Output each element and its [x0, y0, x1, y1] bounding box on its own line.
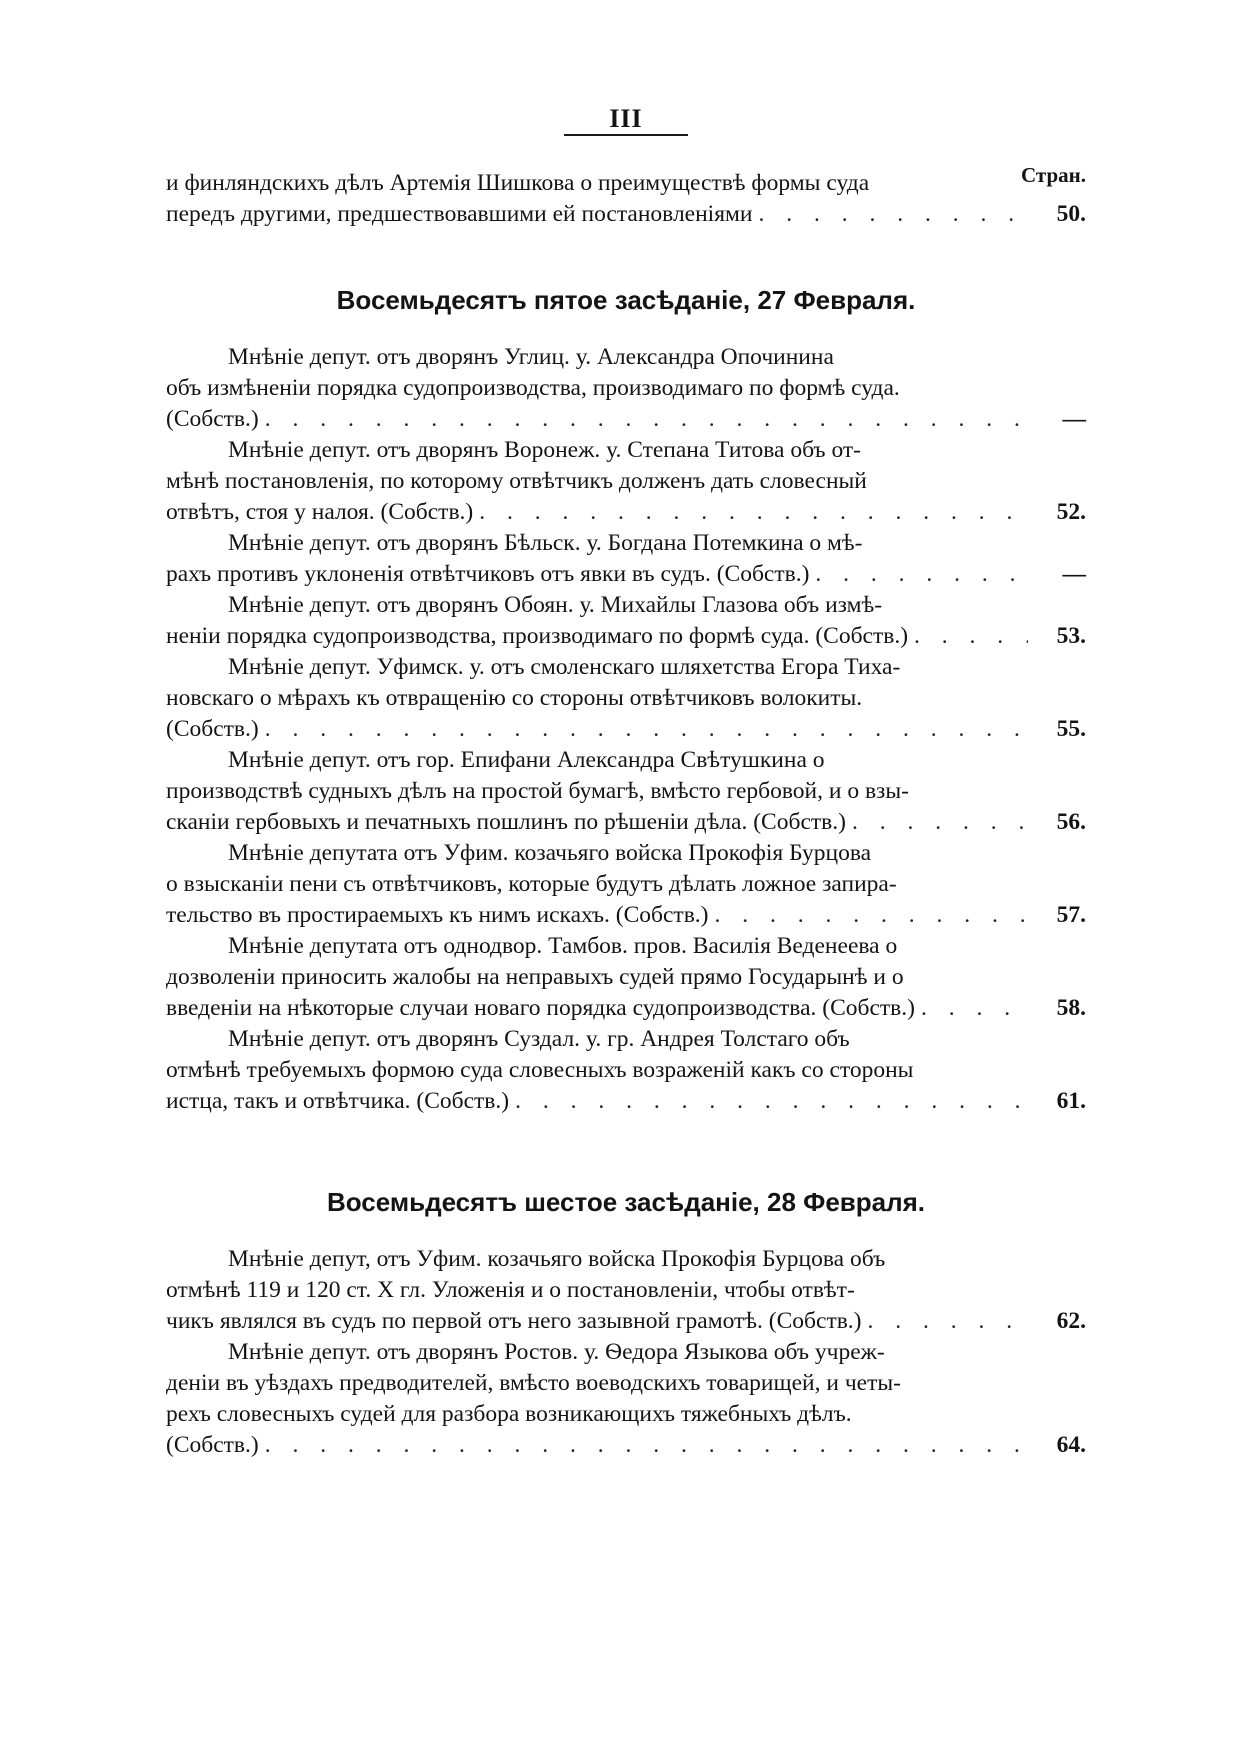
entry-line: сканіи гербовыхъ и печатныхъ пошлинъ по рѣшеніи дѣла. (Собств.): [166, 809, 846, 835]
entry-line: передъ другими, предшествовавшими ей постановленіями: [166, 201, 753, 227]
dot-leader: [515, 1086, 1028, 1117]
entry-line: о взысканіи пени съ отвѣтчиковъ, которые будутъ дѣлать ложное запира-: [166, 871, 897, 897]
header-rule: [564, 134, 688, 136]
entry-last-line: [166, 404, 1028, 435]
entry-last-line: [166, 1306, 1028, 1337]
toc-entry: [166, 931, 1086, 1024]
section-title: Восемьдесятъ шестое засѣданіе, 28 Февраля.: [326, 1187, 926, 1217]
entry-page-number: 55.: [1056, 716, 1086, 742]
entry-last-line: [166, 1430, 1028, 1461]
entry-last-line: [166, 993, 1028, 1024]
entry-line: истца, такъ и отвѣтчика. (Собств.): [166, 1088, 510, 1114]
entry-line: рахъ противъ уклоненія отвѣтчиковъ отъ явки въ судъ. (Собств.): [166, 561, 810, 587]
dot-leader: [265, 404, 1028, 435]
toc-entry: [166, 1024, 1086, 1117]
dot-leader: [815, 559, 1028, 590]
entry-page-number: 61.: [1056, 1088, 1086, 1114]
entry-page-number: 64.: [1056, 1432, 1086, 1458]
entry-line: объ измѣненіи порядка судопроизводства, производимаго по формѣ суда.: [166, 375, 900, 401]
entry-line: отвѣтъ, стоя у налоя. (Собств.): [166, 499, 474, 525]
entry-last-line: [166, 1086, 1028, 1117]
dot-leader: [758, 199, 1028, 230]
section-title: Восемьдесятъ пятое засѣданіе, 27 Февраля.: [336, 285, 916, 315]
entry-line: мѣнѣ постановленія, по которому отвѣтчикъ долженъ дать словесный: [166, 468, 867, 494]
toc-entry: [166, 1244, 1086, 1337]
toc-entry: [166, 838, 1086, 931]
toc-entry: [166, 168, 1086, 230]
dot-leader: [265, 714, 1028, 745]
continuation-block: [166, 168, 1086, 230]
entry-line: деніи въ уѣздахъ предводителей, вмѣсто воеводскихъ товарищей, и четы-: [166, 1370, 901, 1396]
entry-last-line: [166, 497, 1028, 528]
toc-entry: [166, 745, 1086, 838]
toc-entry: [166, 528, 1086, 590]
section-entries: [166, 1244, 1086, 1461]
entry-line: Мнѣніе депут. отъ дворянъ Бѣльск. у. Богдана Потемкина о мѣ-: [228, 530, 863, 556]
entry-line: Мнѣніе депутата отъ однодвор. Тамбов. пров. Василія Веденеева о: [228, 933, 898, 959]
entry-line: (Собств.): [166, 716, 259, 742]
entry-line: Мнѣніе депут. отъ дворянъ Обоян. у. Михайлы Глазова объ измѣ-: [228, 592, 883, 618]
page-column-label: Стран.: [1021, 163, 1086, 187]
entry-line: Мнѣніе депут. Уфимск. у. отъ смоленскаго шляхетства Егора Тиха-: [228, 654, 901, 680]
entry-page-number: 56.: [1056, 809, 1086, 835]
entry-last-line: [166, 900, 1028, 931]
entry-line: Мнѣніе депут. отъ дворянъ Воронеж. у. Степана Титова объ от-: [228, 437, 861, 463]
entry-page-number: 57.: [1056, 902, 1086, 928]
toc-entry: [166, 435, 1086, 528]
entry-line: дозволеніи приносить жалобы на неправыхъ судей прямо Государынѣ и о: [166, 964, 904, 990]
entry-line: (Собств.): [166, 1432, 259, 1458]
entry-last-line: [166, 199, 1028, 230]
toc-entry: [166, 342, 1086, 435]
entry-page-number: 50.: [1056, 201, 1086, 227]
page-header: [166, 104, 1086, 134]
entry-line: Мнѣніе депут. отъ дворянъ Углиц. у. Александра Опочинина: [228, 344, 834, 370]
section-entries: [166, 342, 1086, 1117]
entry-line: Мнѣніе депут. отъ гор. Епифани Александра Свѣтушкина о: [228, 747, 825, 773]
entry-page-number: 58.: [1056, 995, 1086, 1021]
entry-last-line: [166, 621, 1028, 652]
entry-line: чикъ являлся въ судъ по первой отъ него зазывной грамотѣ. (Собств.): [166, 1308, 862, 1334]
entry-page-number: —: [1062, 561, 1086, 587]
entry-last-line: [166, 559, 1028, 590]
dot-leader: [868, 1306, 1028, 1337]
dot-leader: [265, 1430, 1028, 1461]
page-number: III: [609, 104, 643, 133]
entry-line: Мнѣніе депут. отъ дворянъ Ростов. у. Ѳедора Языкова объ учреж-: [228, 1339, 885, 1365]
entry-line: отмѣнѣ 119 и 120 ст. X гл. Уложенія и о постановленіи, чтобы отвѣт-: [166, 1277, 855, 1303]
toc-entry: [166, 590, 1086, 652]
entry-line: Мнѣніе депут. отъ дворянъ Суздал. у. гр. Андрея Толстаго объ: [228, 1026, 850, 1052]
entry-line: Мнѣніе депутата отъ Уфим. козачьяго войска Прокофія Бурцова: [228, 840, 872, 866]
document-page: [166, 0, 1086, 1754]
dot-leader: [479, 497, 1028, 528]
entry-line: (Собств.): [166, 406, 259, 432]
entry-line: неніи порядка судопроизводства, производимаго по формѣ суда. (Собств.): [166, 623, 909, 649]
dot-leader: [852, 807, 1028, 838]
entry-line: новскаго о мѣрахъ къ отвращенію со стороны отвѣтчиковъ волокиты.: [166, 685, 863, 711]
entry-line: рехъ словесныхъ судей для разбора возникающихъ тяжебныхъ дѣлъ.: [166, 1401, 852, 1427]
entry-line: производствѣ судныхъ дѣлъ на простой бумагѣ, вмѣсто гербовой, и о взы-: [166, 778, 909, 804]
entry-line: тельство въ простираемыхъ къ нимъ искахъ. (Собств.): [166, 902, 709, 928]
entry-page-number: 52.: [1056, 499, 1086, 525]
entry-line: и финляндскихъ дѣлъ Артемія Шишкова о преимуществѣ формы суда: [166, 170, 870, 196]
entry-page-number: —: [1062, 406, 1086, 432]
toc-entry: [166, 652, 1086, 745]
entry-line: введеніи на нѣкоторые случаи новаго порядка судопроизводства. (Собств.): [166, 995, 915, 1021]
entry-last-line: [166, 714, 1028, 745]
dot-leader: [914, 621, 1028, 652]
entry-line: Мнѣніе депут, отъ Уфим. козачьяго войска Прокофія Бурцова объ: [228, 1246, 886, 1272]
entry-last-line: [166, 807, 1028, 838]
entry-page-number: 53.: [1056, 623, 1086, 649]
entry-page-number: 62.: [1056, 1308, 1086, 1334]
entry-line: отмѣнѣ требуемыхъ формою суда словесныхъ возраженій какъ со стороны: [166, 1057, 914, 1083]
dot-leader: [921, 993, 1028, 1024]
dot-leader: [715, 900, 1029, 931]
toc-entry: [166, 1337, 1086, 1461]
